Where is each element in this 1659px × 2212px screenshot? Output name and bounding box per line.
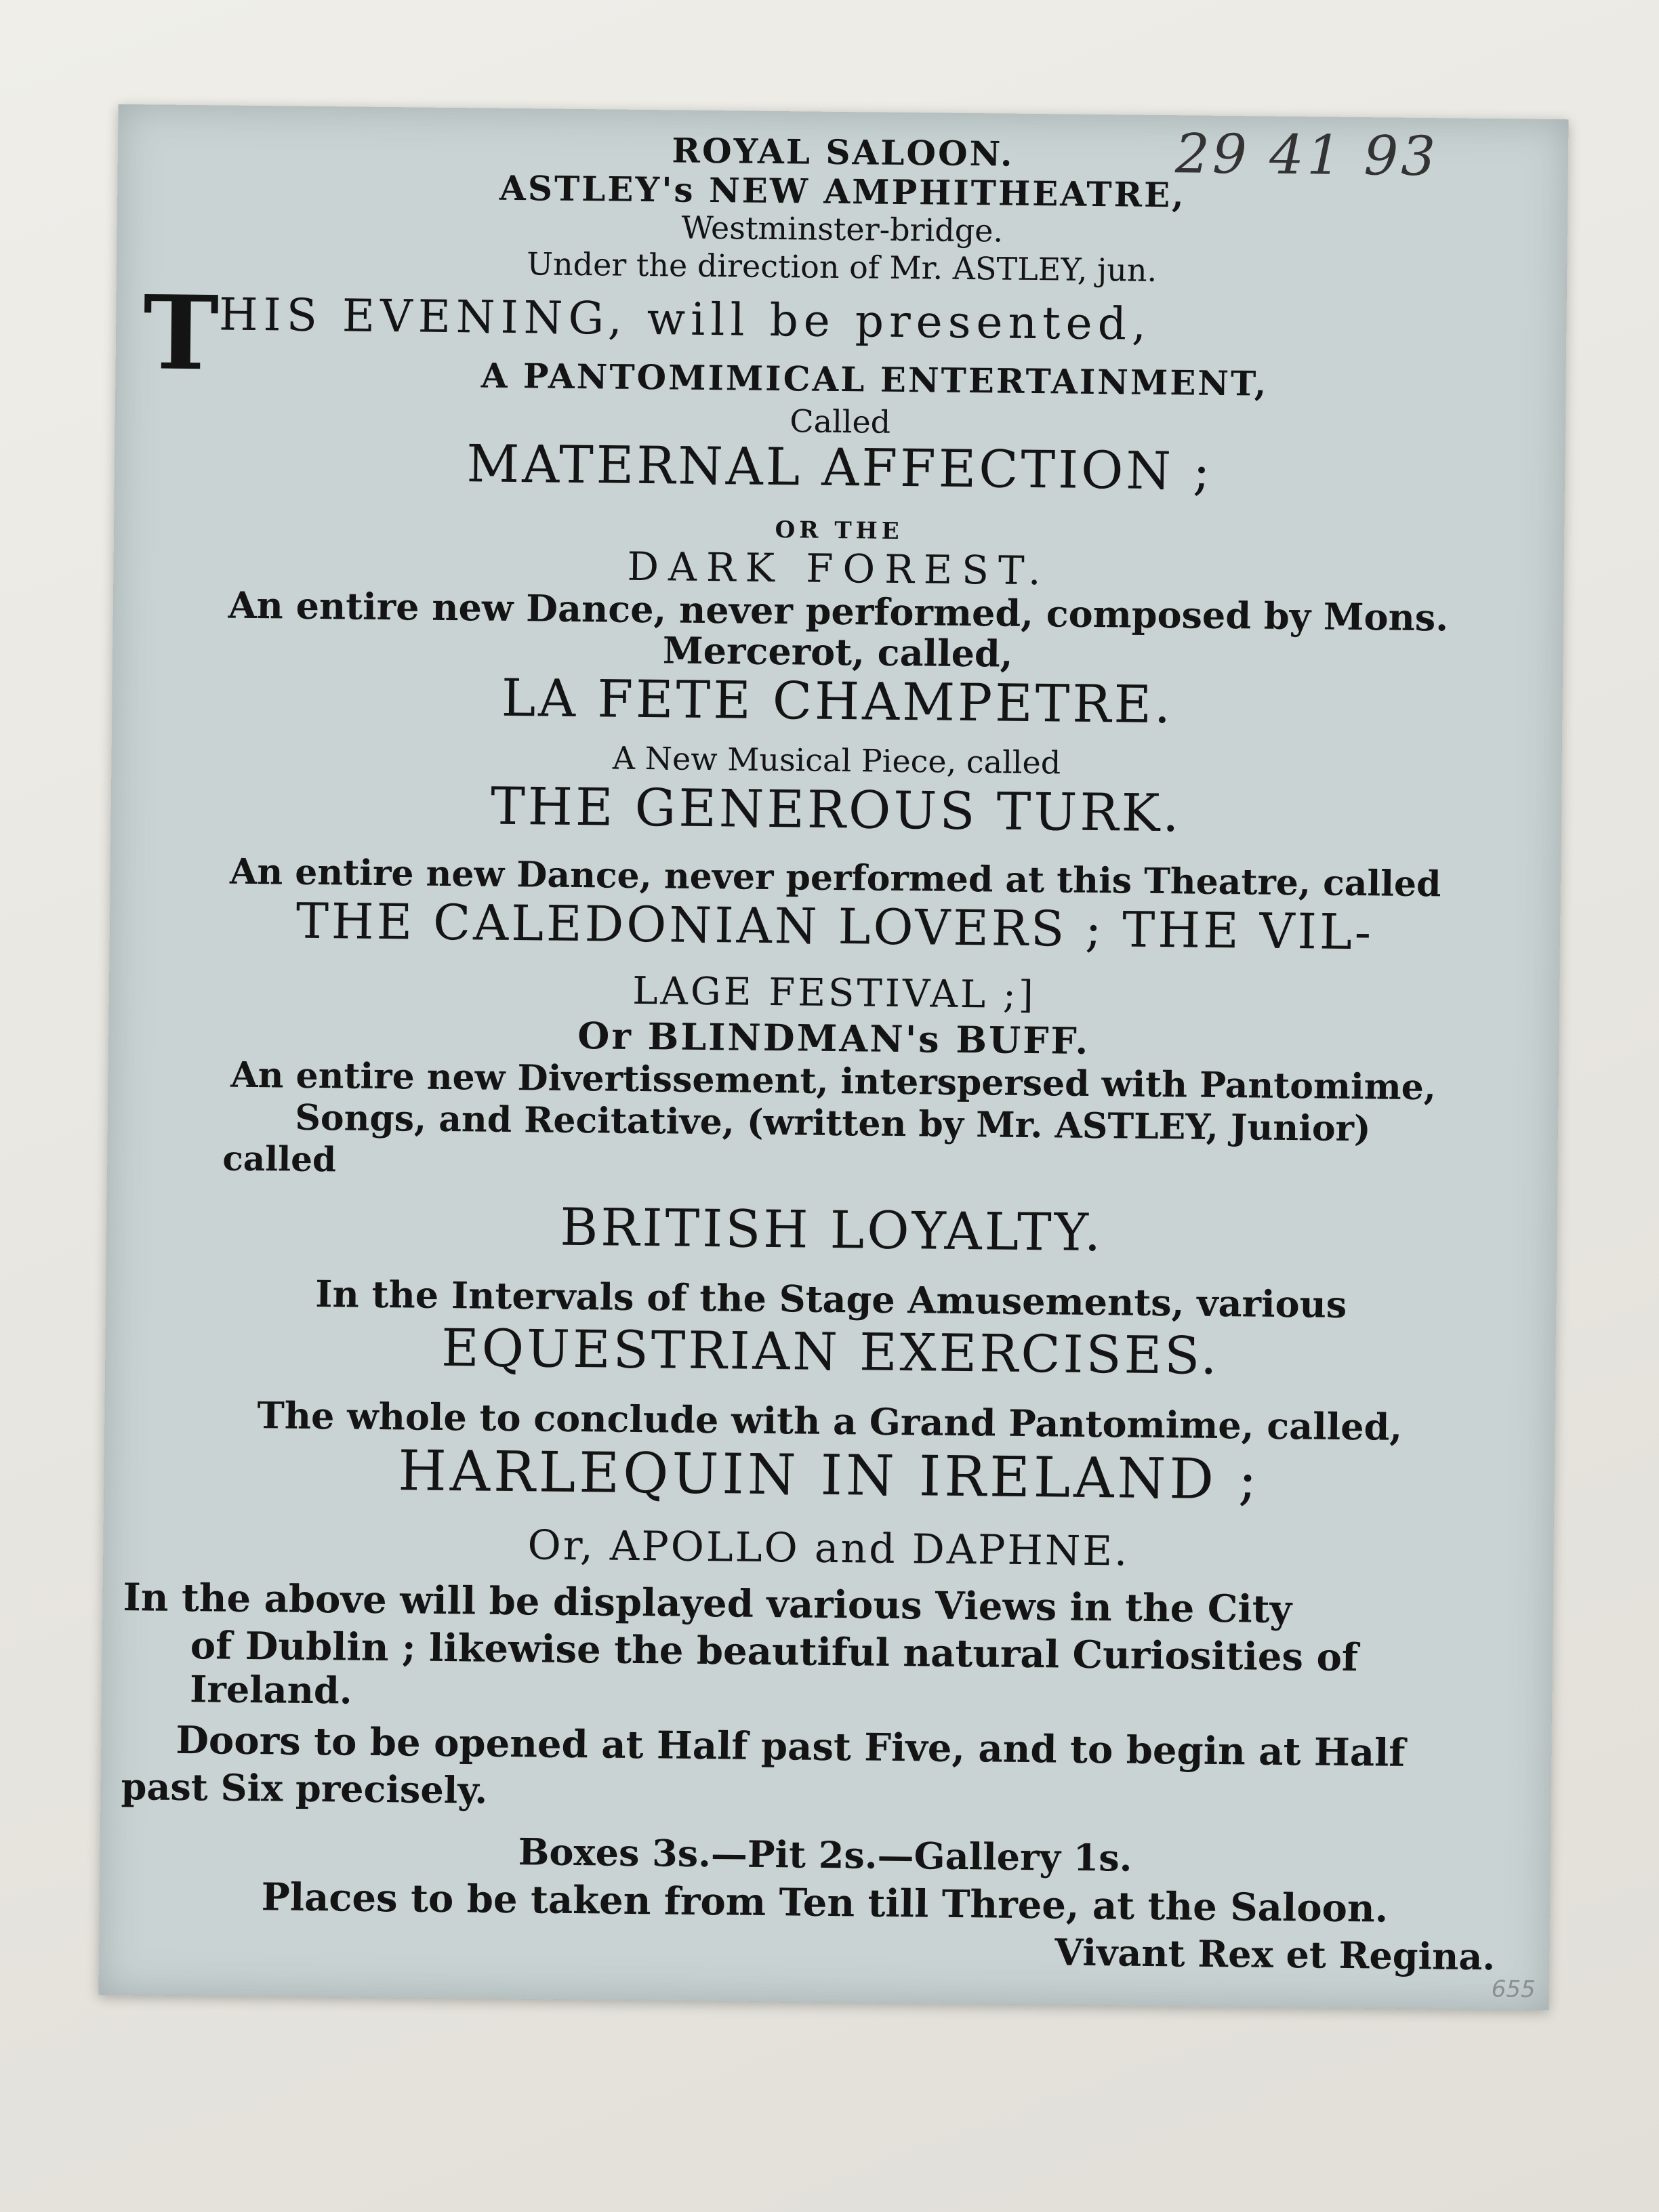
dance-composer: Mercerot, called, [662,628,1013,676]
programme-alt-label: OR THE [775,516,903,546]
divertissement-description-2: Songs, and Recitative, (written by Mr. ASTLEY, Junior) [295,1097,1371,1150]
dance-description-1: An entire new Dance, never performed, composed by Mons. [228,583,1449,640]
programme-subtitle-7: Or, APOLLO and DAPHNE. [527,1521,1130,1576]
handwritten-date-note: 29 41 93 [1174,122,1439,188]
theatre-name: ASTLEY's NEW AMPHITHEATRE, [499,167,1186,216]
venue-title: ROYAL SALOON. [672,130,1015,174]
called-label: Called [790,403,891,441]
programme-title-2: LA FETE CHAMPETRE. [501,667,1174,735]
programme-title-3: THE GENEROUS TURK. [490,775,1182,844]
vivant-line: Vivant Rex et Regina. [1054,1930,1496,1979]
doors-line-1: Doors to be opened at Half past Five, and to begin at Half [176,1717,1406,1776]
dance-description-2: An entire new Dance, never performed at this Theatre, called [229,851,1441,905]
conclusion-line: The whole to conclude with a Grand Pantomime, called, [257,1393,1403,1449]
box-office-line: Places to be taken from Ten till Three, at the Saloon. [261,1875,1389,1931]
intervals-line: In the Intervals of the Stage Amusements, various [314,1272,1347,1326]
intro-text: HIS EVENING, will be presented, [218,288,1152,350]
programme-title-4: THE CALEDONIAN LOVERS ; THE VIL- [295,892,1374,961]
programme-subtitle-1: DARK FOREST. [627,543,1050,594]
direction-line: Under the direction of Mr. ASTLEY, jun. [526,245,1158,289]
programme-subtitle-4: Or BLINDMAN's BUFF. [577,1014,1090,1063]
doors-line-2: past Six precisely. [121,1765,488,1812]
pencil-mark: 655 [1491,1975,1536,2003]
divertissement-description-1: An entire new Divertissement, interspersed with Pantomime, [230,1054,1437,1109]
programme-title-5: BRITISH LOYALTY. [560,1196,1104,1263]
prices-line: Boxes 3s.—Pit 2s.—Gallery 1s. [518,1830,1132,1880]
drop-cap: T [142,273,220,394]
views-line-3: Ireland. [189,1667,352,1713]
musical-piece-label: A New Musical Piece, called [612,739,1061,781]
views-line-2: of Dublin ; likewise the beautiful natural Curiosities of [190,1623,1359,1681]
programme-title-6: EQUESTRIAN EXERCISES. [441,1317,1221,1386]
programme-title-4-cont: LAGE FESTIVAL ;] [632,968,1037,1018]
location: Westminster-bridge. [681,209,1004,249]
programme-title-7: HARLEQUIN IN IRELAND ; [397,1439,1261,1513]
entertainment-type: A PANTOMIMICAL ENTERTAINMENT, [480,355,1269,404]
playbill-clipping [98,104,1568,2010]
programme-title-1: MATERNAL AFFECTION ; [466,433,1214,501]
views-line-1: In the above will be displayed various Views in the City [123,1575,1292,1633]
called-label-2: called [222,1138,337,1180]
